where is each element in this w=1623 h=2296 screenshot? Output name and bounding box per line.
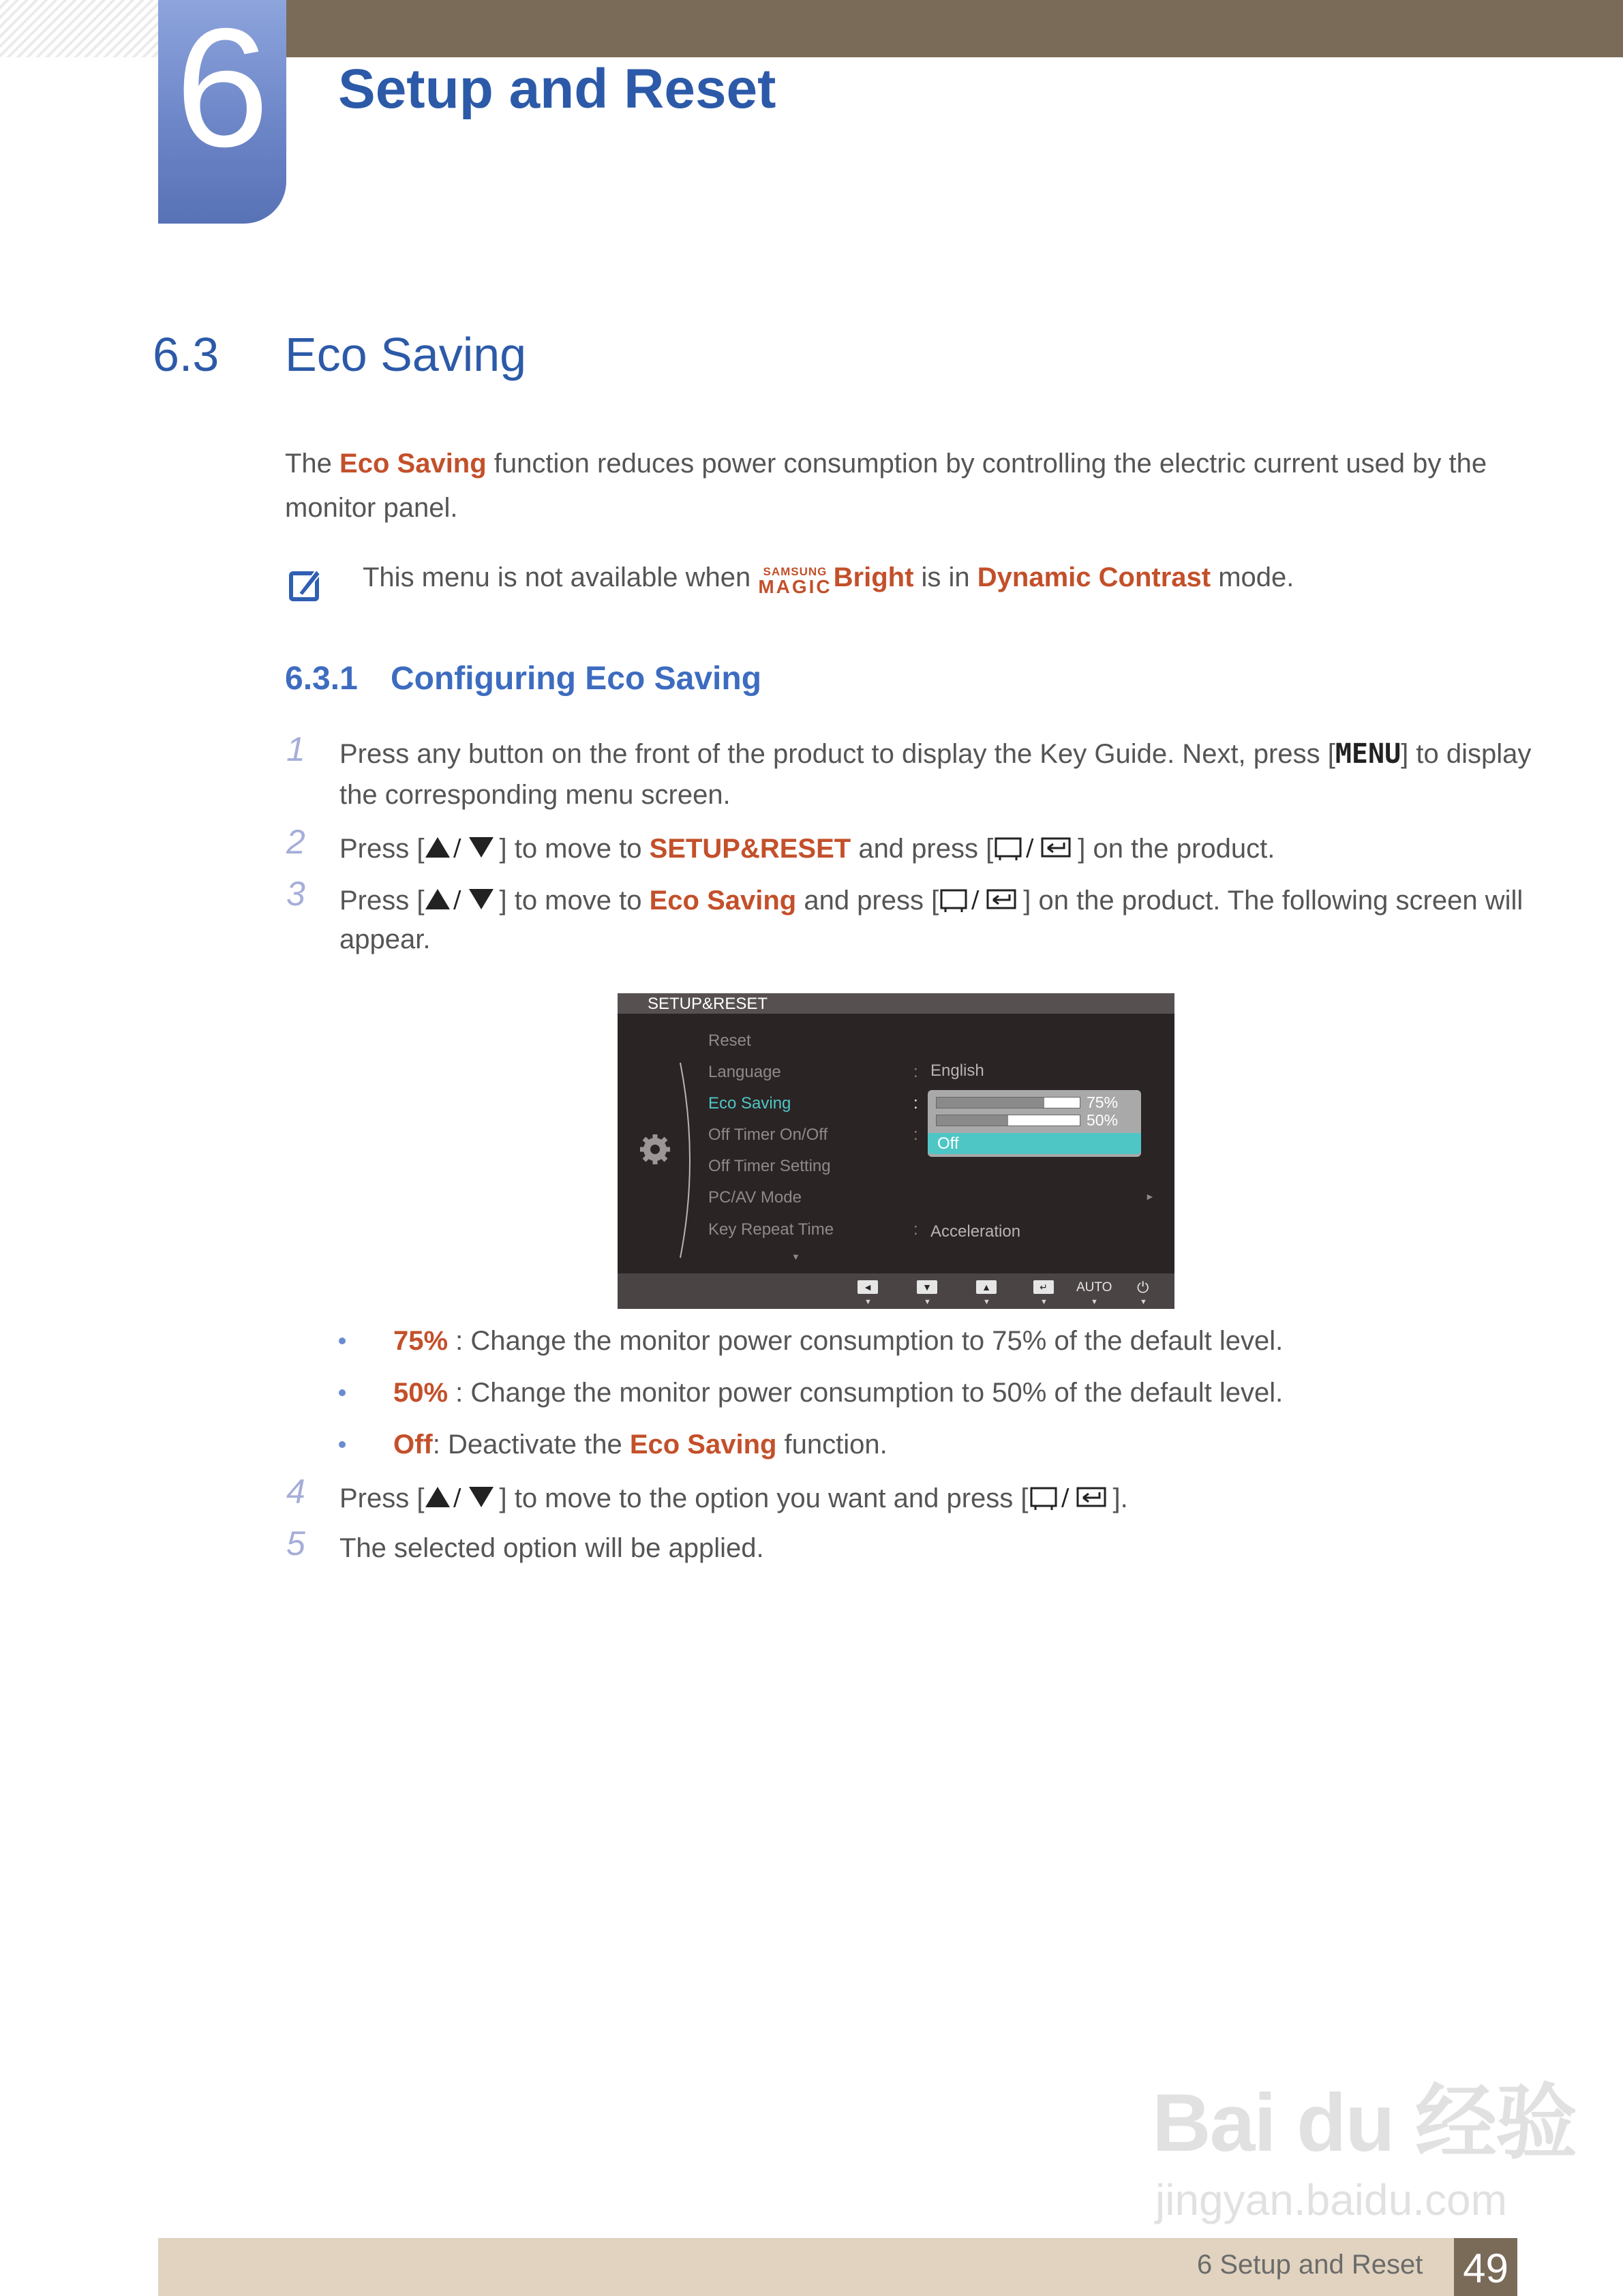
samsung-magic-logo: SAMSUNG MAGIC bbox=[758, 565, 832, 597]
section-title: Eco Saving bbox=[285, 328, 527, 381]
up-down-keys-icon bbox=[424, 833, 499, 865]
step-1-text-line2: the corresponding menu screen. bbox=[339, 780, 731, 810]
step-4-text: Press [ / ] to move to the option you want and press [ / ]. bbox=[339, 1483, 1128, 1513]
left-key-icon: ◄ bbox=[858, 1280, 878, 1294]
bullet-dot bbox=[339, 1389, 346, 1396]
down-key-icon: ▼ bbox=[917, 1280, 937, 1294]
osd-item-off-timer-setting: Off Timer Setting bbox=[708, 1157, 831, 1175]
up-down-keys-icon bbox=[424, 885, 499, 917]
step-number: 5 bbox=[286, 1524, 305, 1562]
up-key-icon: ▲ bbox=[976, 1280, 997, 1294]
osd-language-value: English bbox=[930, 1061, 984, 1080]
term-setup-reset: SETUP&RESET bbox=[649, 834, 851, 864]
svg-text:/: / bbox=[1061, 1484, 1069, 1510]
svg-text:/: / bbox=[453, 1484, 461, 1510]
up-down-keys-icon bbox=[424, 1483, 499, 1515]
subsection-number: 6.3.1 bbox=[285, 661, 358, 697]
note-icon bbox=[286, 564, 326, 604]
option-50-bar bbox=[936, 1115, 1080, 1126]
osd-item-off-timer-onoff: Off Timer On/Off bbox=[708, 1126, 828, 1144]
enter-key-icon bbox=[939, 885, 1023, 917]
step-1-text: Press any button on the front of the product to display the Key Guide. Next, press [MENU] to display bbox=[339, 738, 1532, 770]
step-3-text: Press [ / ] to move to Eco Saving and press [ / ] on the product. The following screen will bbox=[339, 886, 1523, 916]
intro-paragraph: The Eco Saving function reduces power consumption by controlling the electric current used by the bbox=[285, 449, 1487, 479]
menu-key: MENU bbox=[1335, 738, 1401, 770]
svg-text:/: / bbox=[453, 834, 461, 860]
enter-key-icon bbox=[993, 833, 1078, 865]
term-eco-saving: Eco Saving bbox=[649, 886, 797, 916]
osd-title: SETUP&RESET bbox=[648, 995, 768, 1013]
power-key-icon: ⏻ bbox=[1137, 1279, 1149, 1296]
option-50-label: 50% bbox=[1087, 1111, 1119, 1129]
bullet-dot bbox=[339, 1338, 346, 1344]
osd-scroll-down-icon: ▼ bbox=[791, 1252, 800, 1262]
auto-key-label: AUTO bbox=[1076, 1280, 1112, 1295]
step-number: 1 bbox=[286, 730, 305, 768]
osd-item-key-repeat-time: Key Repeat Time bbox=[708, 1220, 834, 1239]
chapter-title: Setup and Reset bbox=[338, 58, 776, 120]
page-number: 49 bbox=[1463, 2246, 1508, 2291]
corner-pattern bbox=[0, 0, 158, 57]
subsection-title: Configuring Eco Saving bbox=[391, 661, 762, 697]
step-number: 3 bbox=[286, 875, 305, 913]
gear-icon bbox=[639, 1134, 671, 1165]
chapter-number: 6 bbox=[175, 0, 269, 182]
bullet-50: 50% : Change the monitor power consumption to 50% of the default level. bbox=[393, 1378, 1284, 1408]
svg-text:/: / bbox=[1026, 834, 1034, 860]
intro-paragraph-line2: monitor panel. bbox=[285, 493, 458, 523]
step-2-text: Press [ / ] to move to SETUP&RESET and press [ / ] on the product. bbox=[339, 834, 1275, 864]
osd-screenshot: SETUP&RESET Reset Language : English Eco Saving : Off Timer On/Off : Off Timer Setting PC/AV Mode ► Key Repeat Time : Acceleration ▼ 75% 50% Off ◄ ▼ ▼ ▼ ▲ ▼ ↵ ▼ AUTO ▼ ⏻ ▼ bbox=[618, 993, 1174, 1309]
baidu-watermark: Bai du 经验 bbox=[1152, 2077, 1577, 2169]
bullet-75: 75% : Change the monitor power consumption to 75% of the default level. bbox=[393, 1326, 1284, 1356]
footer-chapter-label: 6 Setup and Reset bbox=[1197, 2250, 1423, 2280]
osd-key-repeat-value: Acceleration bbox=[930, 1222, 1021, 1241]
option-75-label: 75% bbox=[1087, 1093, 1119, 1111]
osd-submenu-arrow-icon: ► bbox=[1145, 1191, 1155, 1202]
page-number-box bbox=[1454, 2238, 1517, 2296]
option-off-selected: Off bbox=[928, 1133, 1141, 1154]
osd-menu-arc bbox=[679, 1061, 699, 1259]
option-75-bar bbox=[936, 1097, 1080, 1108]
step-5-text: The selected option will be applied. bbox=[339, 1533, 764, 1563]
section-number: 6.3 bbox=[153, 328, 219, 381]
osd-item-eco-saving: Eco Saving bbox=[708, 1094, 791, 1113]
step-number: 4 bbox=[286, 1472, 305, 1511]
bullet-off: Off: Deactivate the Eco Saving function. bbox=[393, 1430, 888, 1460]
osd-title-bar bbox=[618, 993, 1174, 1014]
osd-item-reset: Reset bbox=[708, 1031, 751, 1050]
eco-saving-options-popup bbox=[928, 1090, 1141, 1157]
enter-key-icon bbox=[1029, 1483, 1113, 1515]
bullet-dot bbox=[339, 1441, 346, 1448]
svg-text:/: / bbox=[453, 886, 461, 912]
osd-key-guide: ◄ ▼ ▼ ▼ ▲ ▼ ↵ ▼ AUTO ▼ ⏻ ▼ bbox=[618, 1273, 1174, 1309]
term-dynamic-contrast: Dynamic Contrast bbox=[977, 562, 1211, 592]
svg-text:/: / bbox=[971, 886, 980, 912]
osd-item-pc-av-mode: PC/AV Mode bbox=[708, 1188, 802, 1207]
enter-key-icon: ↵ bbox=[1033, 1280, 1054, 1294]
step-3-text-line2: appear. bbox=[339, 924, 431, 954]
term-eco-saving: Eco Saving bbox=[339, 449, 487, 479]
baidu-watermark-url: jingyan.baidu.com bbox=[1155, 2175, 1507, 2224]
note-text: This menu is not available when SAMSUNG MAGIC Bright is in Dynamic Contrast mode. bbox=[363, 562, 1294, 597]
step-number: 2 bbox=[286, 823, 305, 861]
osd-item-language: Language bbox=[708, 1063, 781, 1081]
